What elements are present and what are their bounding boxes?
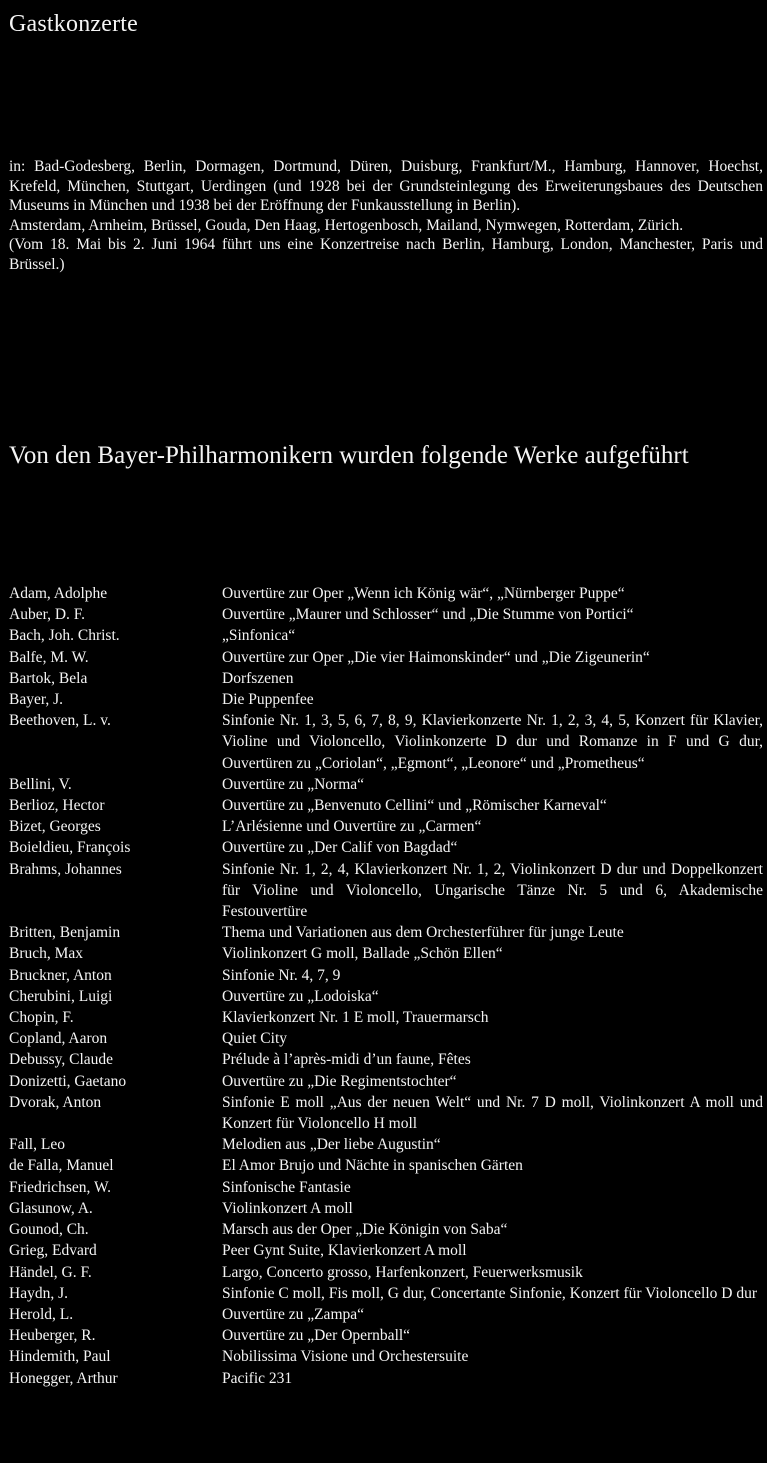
- composer-name: Hindemith, Paul: [9, 1348, 111, 1366]
- list-item: [9, 965, 763, 986]
- section-heading: Von den Bayer-Philharmonikern wurden folgende Werke aufgeführt: [9, 442, 689, 469]
- composer-name: Gounod, Ch.: [9, 1221, 89, 1239]
- composer-name: Boieldieu, François: [9, 839, 131, 857]
- composer-name: Britten, Benjamin: [9, 924, 121, 942]
- intro-paragraph: (Vom 18. Mai bis 2. Juni 1964 führt uns eine Konzertreise nach Berlin, Hamburg, London, Manchester, Paris und Brüssel.): [9, 236, 763, 273]
- list-item: [9, 1283, 763, 1304]
- composer-name: de Falla, Manuel: [9, 1157, 114, 1175]
- list-item: [9, 1219, 763, 1240]
- work-description: Ouvertüre zu „Die Regimentstochter“: [222, 1072, 457, 1090]
- intro-paragraph: in: Bad-Godesberg, Berlin, Dormagen, Dortmund, Düren, Duisburg, Frankfurt/M., Hamburg, Hannover, Hoechst, Krefeld, München, Stuttgart, Uerdingen (und 1928 bei der Grundsteinlegung des Erweiterungsbaues des Deutschen Museums in München und 1938 bei der Eröffnung der Funkausstellung in Berlin).: [9, 158, 763, 214]
- work-description: Thema und Variationen aus dem Orchesterführer für junge Leute: [222, 924, 624, 942]
- intro-section: [9, 157, 763, 274]
- work-description: Ouvertüre zur Oper „Wenn ich König wär“, „Nürnberger Puppe“: [222, 585, 625, 602]
- list-item: [9, 922, 763, 943]
- work-description: L’Arlésienne und Ouvertüre zu „Carmen“: [222, 818, 482, 836]
- list-item: [9, 1346, 763, 1367]
- list-item: [9, 668, 763, 689]
- work-description: Sinfonie E moll „Aus der neuen Welt“ und Nr. 7 D moll, Violinkonzert A moll und Konzert für Violoncello H moll: [222, 1093, 763, 1133]
- work-description: Largo, Concerto grosso, Harfenkonzert, Feuerwerksmusik: [222, 1263, 583, 1281]
- list-item: [9, 583, 763, 604]
- work-description: „Sinfonica“: [222, 627, 296, 645]
- work-description: Ouvertüre zu „Zampa“: [222, 1305, 365, 1323]
- list-item: [9, 1049, 763, 1070]
- work-description: Klavierkonzert Nr. 1 E moll, Trauermarsch: [222, 1009, 489, 1027]
- list-item: [9, 943, 763, 964]
- composer-name: Donizetti, Gaetano: [9, 1072, 127, 1090]
- list-item: [9, 816, 763, 837]
- composer-name: Beethoven, L. v.: [9, 712, 111, 730]
- composer-name: Dvorak, Anton: [9, 1093, 102, 1111]
- list-item: [9, 604, 763, 625]
- list-item: [9, 774, 763, 795]
- composer-name: Cherubini, Luigi: [9, 987, 113, 1005]
- composer-name: Bartok, Bela: [9, 669, 88, 687]
- list-item: [9, 1198, 763, 1219]
- composer-name: Händel, G. F.: [9, 1263, 92, 1281]
- work-description: Sinfonie Nr. 1, 2, 4, Klavierkonzert Nr. 1, 2, Violinkonzert D dur und Doppelkonzert für Violine und Violoncello, Ungarische Tänze Nr. 5 und 6, Akademische Festouvertüre: [222, 860, 763, 921]
- list-item: [9, 1177, 763, 1198]
- work-description: Ouvertüre „Maurer und Schlosser“ und „Die Stumme von Portici“: [222, 606, 634, 624]
- list-item: [9, 1071, 763, 1092]
- composer-name: Bayer, J.: [9, 691, 64, 709]
- composer-name: Friedrichsen, W.: [9, 1178, 112, 1196]
- works-list: [9, 583, 763, 1389]
- work-description: Pacific 231: [222, 1369, 293, 1387]
- list-item: [9, 1092, 763, 1134]
- composer-name: Grieg, Edvard: [9, 1242, 97, 1260]
- list-item: [9, 1155, 763, 1176]
- work-description: Ouvertüre zur Oper „Die vier Haimonskinder“ und „Die Zigeunerin“: [222, 648, 650, 666]
- work-description: Ouvertüre zu „Benvenuto Cellini“ und „Römischer Karneval“: [222, 797, 607, 815]
- composer-name: Haydn, J.: [9, 1284, 68, 1302]
- work-description: Sinfonische Fantasie: [222, 1178, 351, 1196]
- composer-name: Chopin, F.: [9, 1009, 74, 1027]
- work-description: Ouvertüre zu „Norma“: [222, 775, 365, 793]
- composer-name: Berlioz, Hector: [9, 797, 105, 815]
- work-description: Violinkonzert A moll: [222, 1199, 353, 1217]
- composer-name: Glasunow, A.: [9, 1199, 93, 1217]
- composer-name: Bruckner, Anton: [9, 966, 112, 984]
- list-item: [9, 1262, 763, 1283]
- work-description: Marsch aus der Oper „Die Königin von Saba“: [222, 1221, 508, 1239]
- list-item: [9, 1028, 763, 1049]
- intro-paragraph: Amsterdam, Arnheim, Brüssel, Gouda, Den Haag, Hertogenbosch, Mailand, Nymwegen, Rotterdam, Zürich.: [9, 216, 684, 234]
- work-description: Peer Gynt Suite, Klavierkonzert A moll: [222, 1242, 467, 1260]
- composer-name: Heuberger, R.: [9, 1327, 96, 1345]
- list-item: [9, 689, 763, 710]
- work-description: Violinkonzert G moll, Ballade „Schön Ellen“: [222, 945, 503, 963]
- work-description: Die Puppenfee: [222, 691, 314, 709]
- composer-name: Bizet, Georges: [9, 818, 101, 836]
- composer-name: Herold, L.: [9, 1305, 74, 1323]
- work-description: Ouvertüre zu „Lodoiska“: [222, 987, 379, 1005]
- work-description: Sinfonie C moll, Fis moll, G dur, Concertante Sinfonie, Konzert für Violoncello D dur: [222, 1284, 757, 1302]
- work-description: El Amor Brujo und Nächte in spanischen Gärten: [222, 1157, 523, 1175]
- composer-name: Balfe, M. W.: [9, 648, 89, 666]
- work-description: Dorfszenen: [222, 669, 294, 687]
- composer-name: Bach, Joh. Christ.: [9, 627, 120, 645]
- list-item: [9, 795, 763, 816]
- work-description: Sinfonie Nr. 4, 7, 9: [222, 966, 341, 984]
- composer-name: Honegger, Arthur: [9, 1369, 118, 1387]
- composer-name: Bellini, V.: [9, 775, 72, 793]
- list-item: [9, 1007, 763, 1028]
- work-description: Ouvertüre zu „Der Opernball“: [222, 1327, 411, 1345]
- list-item: [9, 859, 763, 923]
- composer-name: Brahms, Johannes: [9, 860, 122, 878]
- composer-name: Bruch, Max: [9, 945, 84, 963]
- composer-name: Auber, D. F.: [9, 606, 86, 624]
- list-item: [9, 1304, 763, 1325]
- work-description: Nobilissima Visione und Orchestersuite: [222, 1348, 469, 1366]
- list-item: [9, 1368, 763, 1389]
- work-description: Prélude à l’après-midi d’un faune, Fêtes: [222, 1051, 471, 1069]
- list-item: [9, 647, 763, 668]
- composer-name: Copland, Aaron: [9, 1030, 108, 1048]
- composer-name: Fall, Leo: [9, 1136, 65, 1154]
- work-description: Melodien aus „Der liebe Augustin“: [222, 1136, 441, 1154]
- list-item: [9, 986, 763, 1007]
- list-item: [9, 625, 763, 646]
- work-description: Ouvertüre zu „Der Calif von Bagdad“: [222, 839, 458, 857]
- work-description: Sinfonie Nr. 1, 3, 5, 6, 7, 8, 9, Klavierkonzerte Nr. 1, 2, 3, 4, 5, Konzert für Klavier, Violine und Violoncello, Violinkonzerte D dur und Romanze in F und G dur, Ouvertüren zu „Coriolan“, „Egmont“, „Leonore“ und „Prometheus“: [222, 712, 763, 772]
- work-description: Quiet City: [222, 1030, 288, 1048]
- list-item: [9, 710, 763, 774]
- list-item: [9, 1240, 763, 1261]
- list-item: [9, 1325, 763, 1346]
- list-item: [9, 1134, 763, 1155]
- page-title: Gastkonzerte: [9, 11, 139, 37]
- list-item: [9, 837, 763, 858]
- composer-name: Adam, Adolphe: [9, 585, 108, 602]
- composer-name: Debussy, Claude: [9, 1051, 114, 1069]
